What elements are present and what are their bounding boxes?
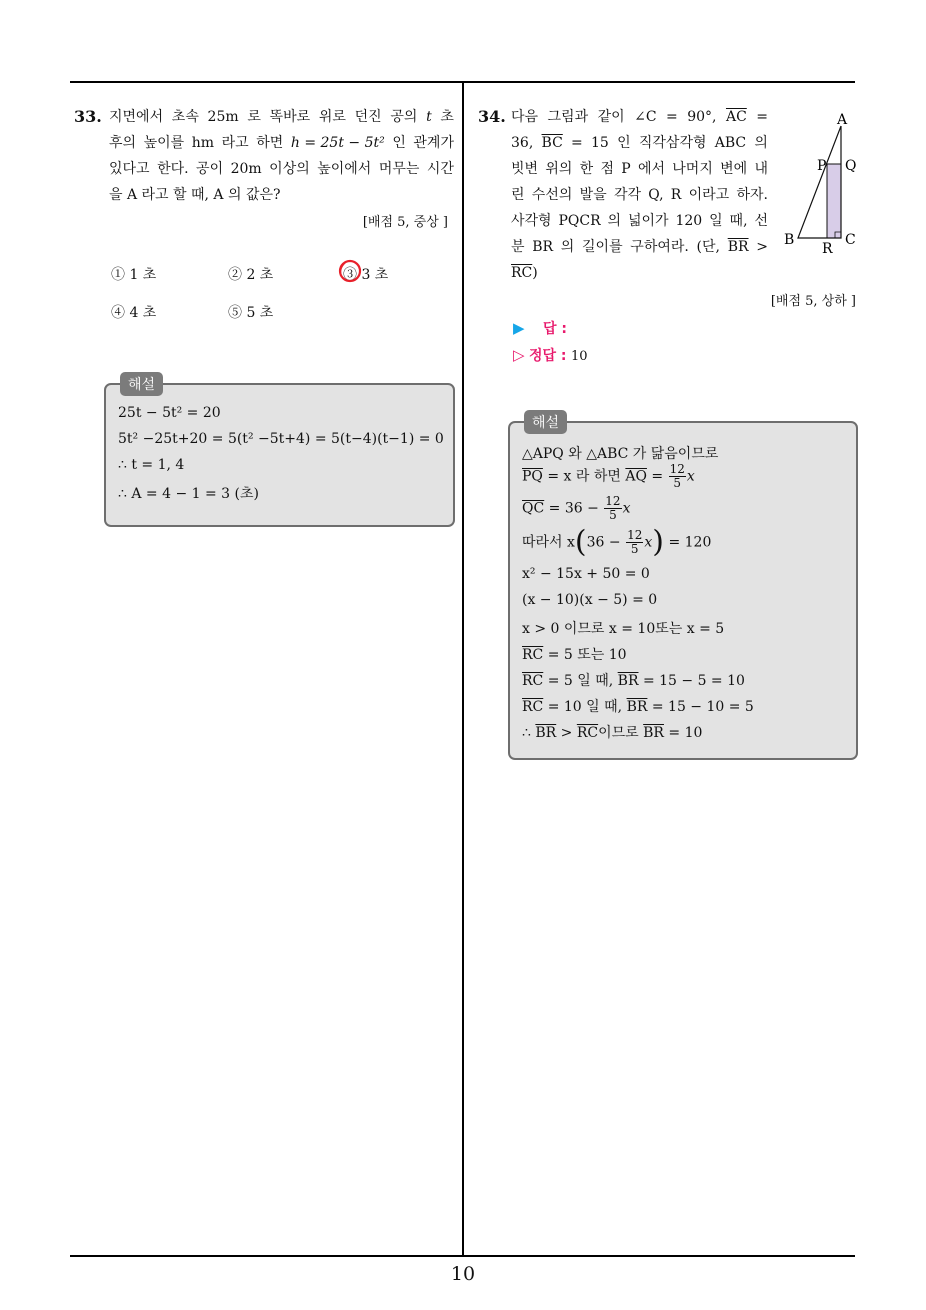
word: 20m bbox=[230, 161, 262, 177]
word: hm bbox=[191, 135, 215, 151]
seg: $\overline{BR}$ bbox=[535, 725, 557, 741]
word: 사각형 bbox=[511, 213, 552, 229]
correct-value: 10 bbox=[570, 349, 588, 364]
bottom-rule bbox=[70, 1255, 855, 1257]
word: 다음 bbox=[511, 109, 539, 125]
numerator: 12 bbox=[627, 528, 643, 542]
q33-line-2 bbox=[109, 130, 454, 156]
q34-sol-line-5: x² − 15x + 50 = 0 bbox=[522, 566, 650, 582]
word: 분 bbox=[511, 239, 525, 255]
answer-label: 답 : bbox=[543, 321, 567, 337]
word: 높이에서 bbox=[317, 161, 372, 177]
q34-number: 34. bbox=[478, 107, 506, 126]
word: $\overline{AC}$ bbox=[725, 109, 747, 125]
word: 하자. bbox=[736, 187, 768, 203]
word: R bbox=[670, 187, 682, 203]
word: 한다. bbox=[157, 161, 189, 177]
seg: $\overline{RC}$ bbox=[522, 699, 544, 715]
word: $\overline{BR}$ bbox=[727, 239, 749, 255]
q33-score: [배점 5, 중상 ] bbox=[362, 215, 448, 230]
seg: $\overline{PQ}$ bbox=[522, 468, 543, 485]
word: 내 bbox=[754, 161, 768, 177]
word: 36, bbox=[511, 135, 534, 151]
q34-text bbox=[511, 104, 768, 286]
triangle-figure bbox=[780, 112, 862, 257]
word: PQCR bbox=[558, 213, 601, 229]
q33-solution-box bbox=[104, 377, 455, 527]
q33-option-1[interactable]: ① 1 초 bbox=[111, 267, 157, 283]
page-number: 10 bbox=[450, 1263, 476, 1285]
word: Q, bbox=[648, 187, 664, 203]
q34-score: [배점 5, 상하 ] bbox=[770, 294, 856, 309]
seg: x bbox=[644, 534, 653, 551]
word: 직각삼각형 bbox=[638, 135, 707, 151]
word: 수선의 bbox=[531, 187, 573, 203]
word: P bbox=[621, 161, 631, 177]
word: 이상의 bbox=[269, 161, 310, 177]
label-q: Q bbox=[845, 158, 857, 174]
seg: $\overline{BR}$ bbox=[643, 725, 664, 741]
q34-sol-line-6: (x − 10)(x − 5) = 0 bbox=[522, 592, 658, 608]
seg: = 5 일 때, bbox=[543, 673, 618, 689]
word: 길이를 bbox=[582, 239, 623, 255]
word: 발을 bbox=[579, 187, 607, 203]
seg: $\overline{AQ}$ bbox=[625, 468, 647, 485]
q34-sol-line-9 bbox=[522, 670, 745, 690]
q33-number: 33. bbox=[74, 107, 102, 126]
word: 에서 bbox=[637, 161, 665, 177]
word: 때, bbox=[729, 213, 748, 229]
q34-sol-line-7: x > 0 이므로 x = 10또는 x = 5 bbox=[522, 621, 725, 637]
word: 던진 bbox=[354, 109, 382, 125]
q34-line-6 bbox=[511, 234, 768, 260]
q34-answer-row bbox=[513, 318, 567, 338]
fraction bbox=[669, 463, 686, 490]
q34-sol-line-1: △APQ 와 △ABC 가 닮음이므로 bbox=[522, 446, 719, 462]
word: 120 bbox=[675, 213, 703, 229]
word: 똑바로 bbox=[269, 109, 311, 125]
seg: = 36 − bbox=[544, 500, 604, 517]
fraction bbox=[604, 495, 621, 522]
word: = bbox=[666, 109, 678, 125]
q34-sol-line-4 bbox=[522, 524, 712, 560]
seg: $\overline{RC}$ bbox=[522, 647, 544, 663]
seg: = 10 일 때, bbox=[543, 699, 627, 715]
q34-sol-line-2 bbox=[522, 463, 695, 490]
column-divider bbox=[462, 82, 464, 1256]
label-p: P bbox=[817, 158, 827, 174]
word: h = 25t − 5t² bbox=[290, 135, 385, 151]
q33-option-4[interactable]: ④ 4 초 bbox=[111, 305, 157, 321]
seg: 따라서 x bbox=[522, 534, 575, 551]
word: 일 bbox=[709, 213, 723, 229]
word: 의 bbox=[607, 213, 622, 229]
word: 빗변 bbox=[511, 161, 539, 177]
denominator: 5 bbox=[673, 476, 682, 490]
right-paren: ) bbox=[652, 524, 664, 560]
word: 선 bbox=[754, 213, 768, 229]
q33-line-4: 을 A 라고 할 때, A 의 값은? bbox=[109, 187, 281, 203]
q33-sol-line-3: ∴ t = 1, 4 bbox=[118, 457, 185, 473]
seg: = 15 − 10 = 5 bbox=[647, 699, 754, 715]
word: = bbox=[571, 135, 583, 151]
q34-solution-tab: 해설 bbox=[524, 410, 567, 434]
word: 15 bbox=[591, 135, 609, 151]
word: 각각 bbox=[613, 187, 642, 203]
label-c: C bbox=[845, 232, 856, 248]
word: 머무는 bbox=[378, 161, 420, 177]
seg: 이므로 bbox=[598, 725, 644, 741]
word: 위의 bbox=[545, 161, 573, 177]
denominator: 5 bbox=[609, 508, 617, 522]
q34-sol-line-11 bbox=[522, 722, 702, 742]
numerator: 12 bbox=[605, 494, 621, 508]
q33-solution-tab: 해설 bbox=[120, 372, 163, 396]
word: ABC bbox=[714, 135, 747, 151]
label-b: B bbox=[784, 232, 795, 248]
word: 로 bbox=[247, 109, 261, 125]
word: BR bbox=[532, 239, 554, 255]
correct-label: 정답 : bbox=[529, 348, 567, 364]
q33-option-5[interactable]: ⑤ 5 초 bbox=[228, 305, 274, 321]
word: 초 bbox=[440, 109, 454, 125]
word: 인 bbox=[392, 135, 406, 151]
seg: $\overline{BR}$ bbox=[626, 699, 648, 715]
q34-sol-line-8 bbox=[522, 644, 627, 664]
seg: ∴ bbox=[522, 725, 536, 741]
q34-line-7 bbox=[511, 260, 768, 286]
seg: = bbox=[646, 468, 668, 485]
fraction bbox=[626, 529, 643, 556]
q34-solution-box bbox=[508, 415, 858, 760]
word: 하면 bbox=[256, 135, 284, 151]
q34-line-4 bbox=[511, 182, 768, 208]
word: 의 bbox=[560, 239, 575, 255]
q33-text bbox=[109, 104, 454, 208]
answer-arrow-icon: ▶ bbox=[513, 319, 525, 337]
word: $\overline{BC}$ bbox=[541, 135, 563, 151]
word: 같이 bbox=[597, 109, 625, 125]
word: 관계가 bbox=[413, 135, 454, 151]
word: (단, bbox=[696, 239, 720, 255]
rectangle-pqcr bbox=[827, 164, 841, 238]
q33-sol-line-4: ∴ A = 4 − 1 = 3 (초) bbox=[118, 486, 259, 502]
q34-sol-line-3 bbox=[522, 495, 630, 522]
word: 나머지 bbox=[672, 161, 713, 177]
word: 라고 bbox=[221, 135, 249, 151]
word: 한 bbox=[579, 161, 594, 177]
word: $\overline{RC}$ bbox=[511, 265, 533, 281]
word: 이라고 bbox=[688, 187, 730, 203]
q34-line-5 bbox=[511, 208, 768, 234]
word: 25m bbox=[207, 109, 239, 125]
seg: x bbox=[622, 500, 631, 517]
q34-line-1 bbox=[511, 104, 768, 130]
seg: x bbox=[686, 468, 695, 485]
word: 그림과 bbox=[547, 109, 589, 125]
q34-line-2 bbox=[511, 130, 768, 156]
seg: $\overline{QC}$ bbox=[522, 500, 545, 517]
q33-option-2[interactable]: ② 2 초 bbox=[228, 267, 274, 283]
q34-line-3 bbox=[511, 156, 768, 182]
seg: = 120 bbox=[664, 534, 712, 551]
seg: 36 − bbox=[586, 534, 626, 551]
option-3-marker: ③ bbox=[343, 267, 357, 283]
word: 의 bbox=[754, 135, 768, 151]
q33-line-3 bbox=[109, 156, 454, 182]
word: ) bbox=[532, 265, 538, 281]
answer-circle-icon bbox=[338, 259, 362, 283]
word: 공이 bbox=[196, 161, 224, 177]
seg: > bbox=[556, 725, 577, 741]
word: ∠C bbox=[634, 109, 657, 125]
q33-sol-line-1: 25t − 5t² = 20 bbox=[118, 405, 221, 421]
seg: $\overline{BR}$ bbox=[617, 673, 639, 689]
word: 린 bbox=[511, 187, 525, 203]
word: 점 bbox=[600, 161, 614, 177]
word: 구하여라. bbox=[630, 239, 689, 255]
label-a: A bbox=[837, 112, 848, 128]
correct-arrow-icon: ▷ bbox=[513, 346, 525, 364]
word: 90°, bbox=[687, 109, 717, 125]
word: 초속 bbox=[171, 109, 199, 125]
word: 넓이가 bbox=[627, 213, 669, 229]
q33-sol-line-2: 5t² −25t+20 = 5(t² −5t+4) = 5(t−4)(t−1) = 0 bbox=[118, 431, 444, 447]
word: 높이를 bbox=[143, 135, 185, 151]
word: = bbox=[756, 109, 768, 125]
seg: $\overline{RC}$ bbox=[522, 673, 544, 689]
word: 변에 bbox=[720, 161, 748, 177]
q34-sol-line-10 bbox=[522, 696, 754, 716]
denominator: 5 bbox=[630, 542, 639, 556]
word: 공의 bbox=[390, 109, 418, 125]
word: 지면에서 bbox=[109, 109, 164, 125]
word: 위로 bbox=[318, 109, 346, 125]
seg: = 5 또는 10 bbox=[543, 647, 627, 663]
left-paren: ( bbox=[574, 524, 587, 560]
seg: = x 라 하면 bbox=[542, 468, 626, 485]
word: 있다고 bbox=[109, 161, 150, 177]
option-3-label: 3 초 bbox=[361, 267, 389, 283]
numerator: 12 bbox=[669, 462, 685, 476]
label-r: R bbox=[822, 241, 833, 257]
word: 시간 bbox=[426, 161, 454, 177]
word: 후의 bbox=[109, 135, 137, 151]
q33-line-1 bbox=[109, 104, 454, 130]
seg: $\overline{RC}$ bbox=[576, 725, 599, 741]
q34-correct-row bbox=[513, 345, 588, 365]
seg: = 15 − 5 = 10 bbox=[638, 673, 745, 689]
word: > bbox=[756, 239, 768, 255]
seg: = 10 bbox=[663, 725, 703, 741]
word: 인 bbox=[617, 135, 631, 151]
word: t bbox=[426, 109, 432, 125]
